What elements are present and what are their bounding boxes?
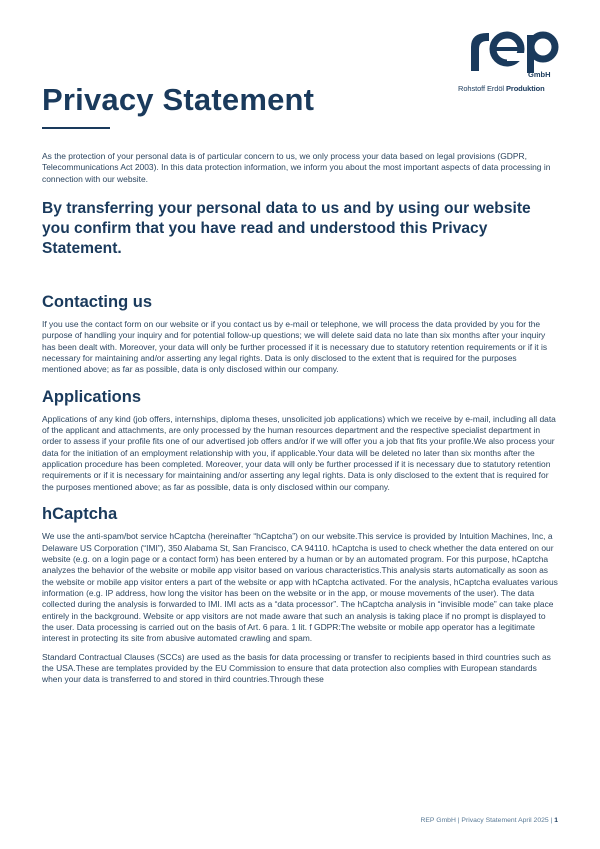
tagline-word: Rohstoff xyxy=(458,84,485,93)
footer-text: REP GmbH | Privacy Statement April 2025 | xyxy=(420,817,555,824)
section-paragraph: Applications of any kind (job offers, internships, diploma theses, unsolicited job applications) which we receive by e-mail, including all data of the applicant and attachments, are only processed by the human resources department and the respective specialist department in order to assess if your profile fits one of our advertised job offers and/or if we will offer you a job that fits your profile.We also process your data for the initiation of an employment relationship with you, if applicable.Your data will be deleted no later than six months after the application procedure has been completed. Moreover, your data will only be further processed if it is necessary due to statutory retention requirements or if it is necessary for maintaining and/or asserting any legal rights. Data is only disclosed to the extent that is required for the purposes mentioned above; as far as possible, data is only disclosed within our company. xyxy=(42,413,556,492)
tagline-word: Erdöl xyxy=(486,84,504,93)
intro-paragraph: As the protection of your personal data is of particular concern to us, we only process your data based on legal provisions (GDPR, Telecommunications Act 2003). In this data protection information, we inform you about the most important aspects of data processing in connection with our website. xyxy=(42,151,551,184)
section-paragraph: If you use the contact form on our website or if you contact us by e-mail or telephone, we will process the data provided by you for the purpose of handling your inquiry and for potential follow-up questions; we will delete said data no late than six months after your inquiry has been dealt with. Moreover, your data will only be further processed if it is necessary due to statutory retention requirements or if it is necessary for maintaining and/or asserting any legal rights. Data is only disclosed to the extent that is required for the purposes mentioned above; as far as possible, data is only disclosed within our company. xyxy=(42,319,548,375)
section-heading: Contacting us xyxy=(42,293,152,312)
section-hcaptcha xyxy=(42,505,558,685)
page-title: Privacy Statement xyxy=(42,82,315,117)
section-heading: hCaptcha xyxy=(42,505,118,524)
logo-gmbh: GmbH xyxy=(528,70,551,79)
tagline-word: Produktion xyxy=(505,84,545,93)
rep-logo-mark xyxy=(465,27,565,73)
section-paragraph: We use the anti-spam/bot service hCaptcha (hereinafter “hCaptcha”) on our website.This service is provided by Intuition Machines, Inc, a Delaware US Corporation (“IMI”), 350 Alabama St, San Francisco, CA 94110. hCaptcha is used to check whether the data entered on our website (e.g. on a login page or a contact form) has been entered by a human or by an automated program. For this purpose, hCaptcha analyzes the behavior of the website or mobile app visitor based on various characteristics.This analysis starts automatically as soon as the website or mobile app visitor enters a part of the website or app with hCaptcha activated. For the analysis, hCaptcha evaluates various information (e.g. IP address, how long the visitor has been on the website or in the app, or mouse movements of the user). The data collected during the analysis is forwarded to IMI. IMI acts as a “data processor”. The hCaptcha analysis in “invisible mode” can take place entirely in the background. Website or app visitors are not made aware that such an analysis is taking place if no prompt is displayed to the user. Data processing is carried out on the basis of Art. 6 para. 1 lit. f GDPR:The website or mobile app operator has a legitimate interest in protecting its site from abusive automated crawling and spam. xyxy=(42,531,558,644)
title-underline xyxy=(42,127,110,129)
section-heading: Applications xyxy=(42,387,142,406)
page-footer xyxy=(420,817,558,824)
consent-statement: By transferring your personal data to us and by using our website you confirm that you have read and understood this Privacy Statement. xyxy=(42,200,531,258)
section-applications xyxy=(42,388,558,493)
logo-tagline xyxy=(458,84,568,93)
section-contacting-us xyxy=(42,293,558,376)
company-logo xyxy=(458,27,565,97)
section-paragraph: Standard Contractual Clauses (SCCs) are used as the basis for data processing or transfer to recipients based in third countries such as the USA.These are templates provided by the EU Commission to ensure that data protection also complies with European standards when your data is transferred to and stored in third countries.Through these xyxy=(42,651,551,685)
page-number: 1 xyxy=(554,817,558,824)
document-body xyxy=(42,151,558,698)
